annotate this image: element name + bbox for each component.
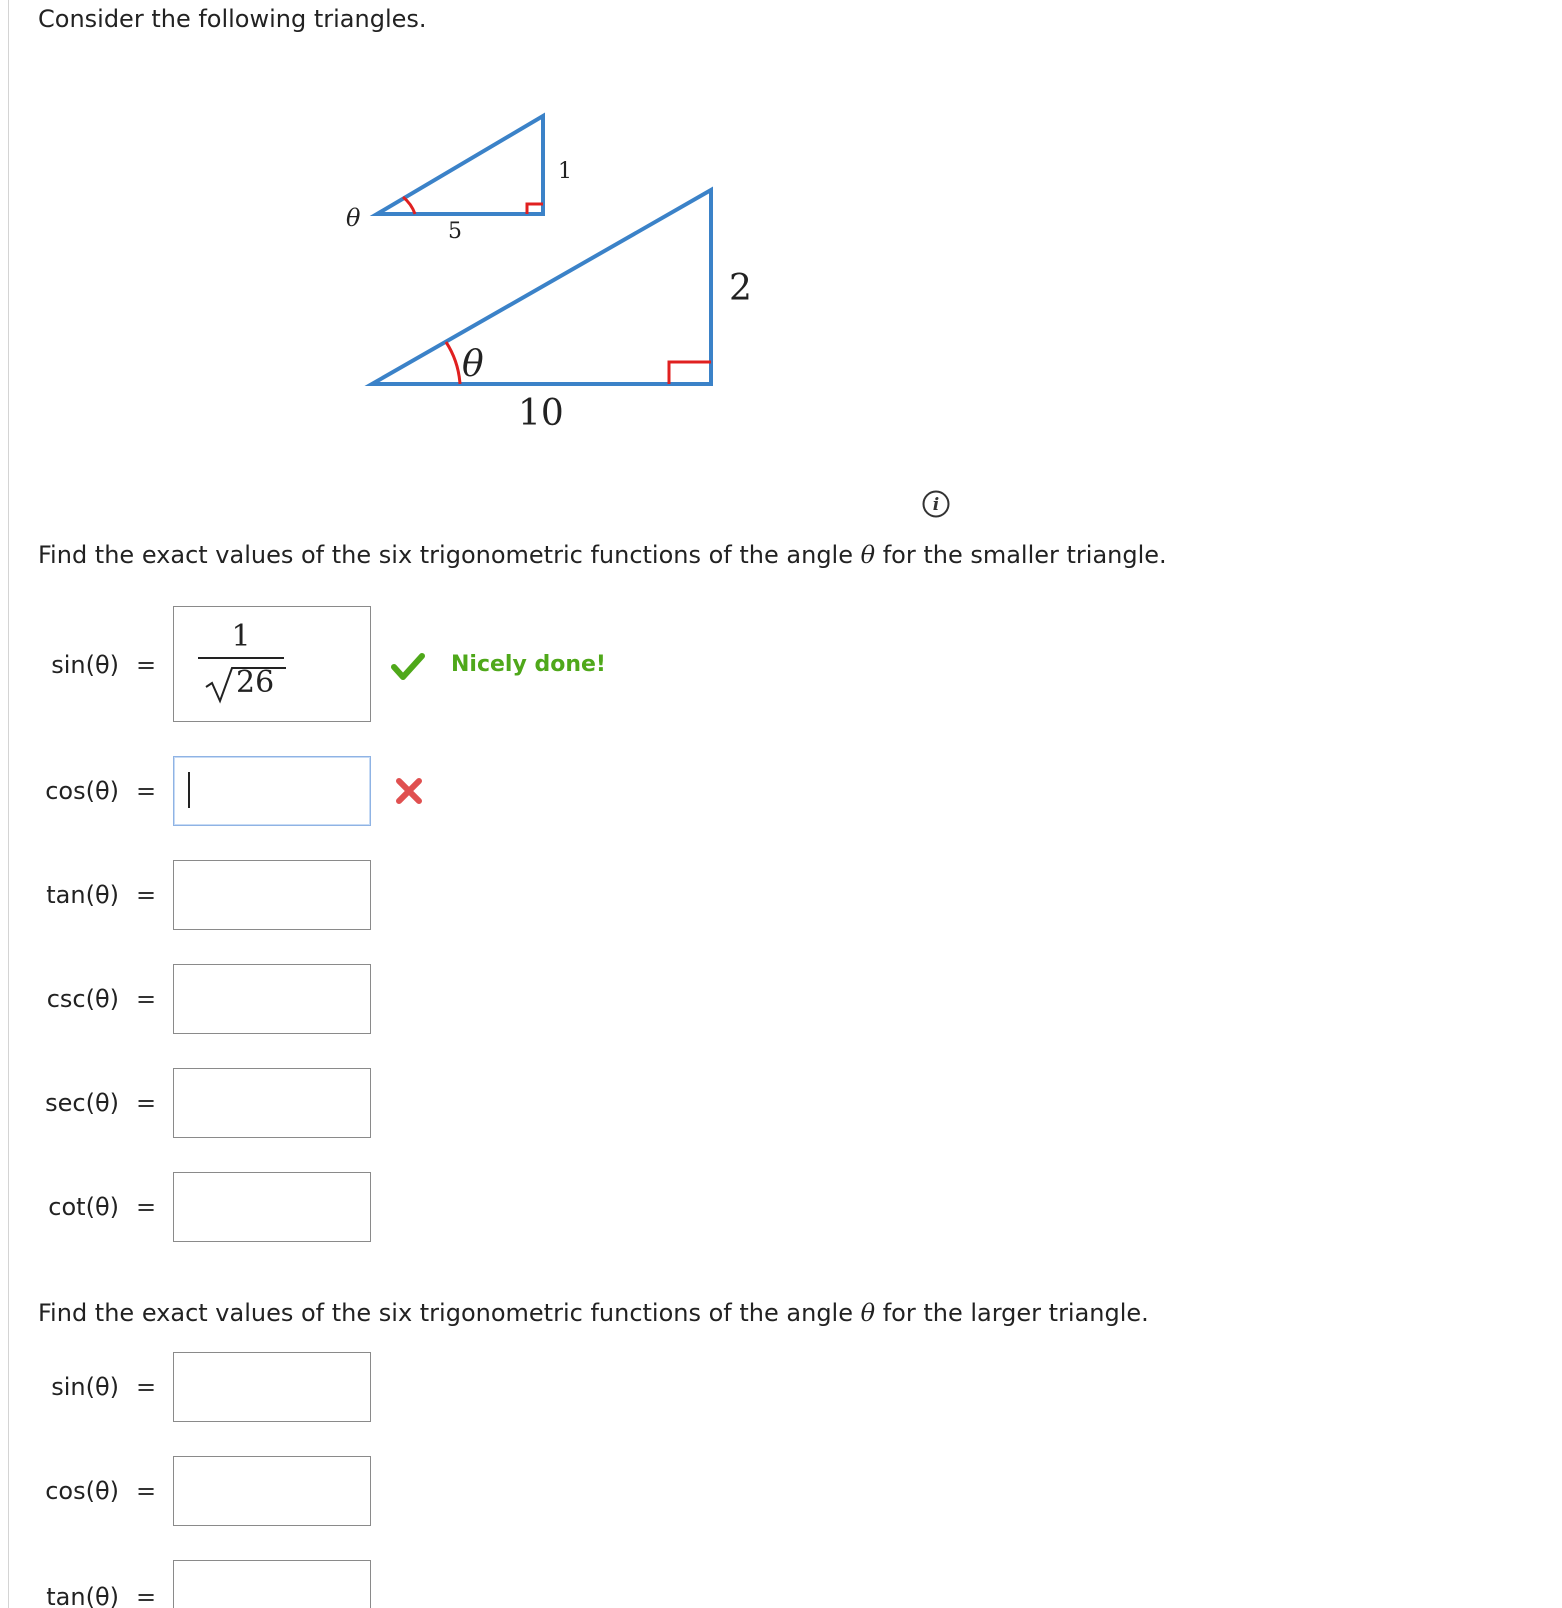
answer-fraction: [198, 619, 284, 703]
smaller-cos-row: [0, 756, 1000, 826]
large-triangle: [372, 190, 711, 384]
radicand: 26: [236, 665, 275, 700]
larger-sin-row: [0, 1352, 1000, 1422]
small-angle-arc: [403, 197, 415, 214]
triangles-svg: [330, 100, 800, 460]
function-label: csc(θ): [46, 985, 119, 1013]
equals-sign: =: [136, 1089, 157, 1117]
smaller-tan-answer-input[interactable]: [173, 860, 371, 930]
info-icon[interactable]: [922, 490, 950, 518]
smaller-tan-row: [0, 860, 1000, 930]
equals-sign: =: [136, 985, 157, 1013]
large-angle-arc: [446, 342, 460, 384]
smaller-sec-row: [0, 1068, 1000, 1138]
equals-sign: =: [136, 1583, 157, 1608]
larger-prompt-after: for the larger triangle.: [875, 1299, 1149, 1327]
smaller-sin-answer-input[interactable]: [173, 606, 371, 722]
large-adjacent-label: 10: [518, 393, 564, 434]
svg-text:i: i: [932, 495, 940, 515]
function-label: cos(θ): [45, 777, 119, 805]
larger-tan-row: [0, 1560, 1000, 1608]
equals-sign: =: [136, 651, 157, 679]
large-right-angle-mark: [669, 362, 711, 384]
function-label: tan(θ): [46, 881, 119, 909]
equals-sign: =: [136, 1193, 157, 1221]
text-caret: [188, 772, 190, 808]
larger-triangle-prompt: [38, 1298, 1149, 1328]
small-triangle: [377, 116, 543, 214]
larger-prompt-theta: θ: [860, 1299, 876, 1327]
smaller-sec-answer-input[interactable]: [173, 1068, 371, 1138]
equals-sign: =: [136, 1477, 157, 1505]
function-label: tan(θ): [46, 1583, 119, 1608]
smaller-cot-row: [0, 1172, 1000, 1242]
x-icon: [394, 776, 424, 806]
smaller-csc-answer-input[interactable]: [173, 964, 371, 1034]
fraction-numerator: 1: [231, 619, 251, 654]
smaller-prompt-after: for the smaller triangle.: [875, 541, 1167, 569]
smaller-cot-answer-input[interactable]: [173, 1172, 371, 1242]
smaller-cos-answer-input[interactable]: [173, 756, 371, 826]
small-opposite-label: 1: [558, 159, 572, 184]
larger-sin-answer-input[interactable]: [173, 1352, 371, 1422]
smaller-prompt-before: Find the exact values of the six trigonometric functions of the angle: [38, 541, 861, 569]
smaller-sin-row: [0, 606, 1000, 722]
function-label: cot(θ): [48, 1193, 119, 1221]
small-adjacent-label: 5: [448, 219, 462, 244]
smaller-triangle-prompt: [38, 540, 1167, 570]
equals-sign: =: [136, 881, 157, 909]
check-icon: [391, 652, 425, 682]
function-label: sec(θ): [45, 1089, 119, 1117]
larger-cos-answer-input[interactable]: [173, 1456, 371, 1526]
small-theta-label: θ: [346, 204, 361, 232]
large-opposite-label: 2: [729, 268, 752, 309]
function-label: sin(θ): [51, 651, 119, 679]
fraction-denominator: [198, 663, 284, 703]
fraction-bar: [198, 657, 284, 659]
larger-cos-row: [0, 1456, 1000, 1526]
triangles-figure: [330, 100, 800, 460]
smaller-csc-row: [0, 964, 1000, 1034]
feedback-text: Nicely done!: [451, 652, 606, 677]
smaller-prompt-theta: θ: [860, 541, 876, 569]
large-theta-label: θ: [462, 344, 484, 385]
equals-sign: =: [136, 777, 157, 805]
function-label: sin(θ): [51, 1373, 119, 1401]
larger-prompt-before: Find the exact values of the six trigonometric functions of the angle: [38, 1299, 861, 1327]
equals-sign: =: [136, 1373, 157, 1401]
function-label: cos(θ): [45, 1477, 119, 1505]
larger-tan-answer-input[interactable]: [173, 1560, 371, 1608]
intro-text: Consider the following triangles.: [38, 5, 427, 33]
